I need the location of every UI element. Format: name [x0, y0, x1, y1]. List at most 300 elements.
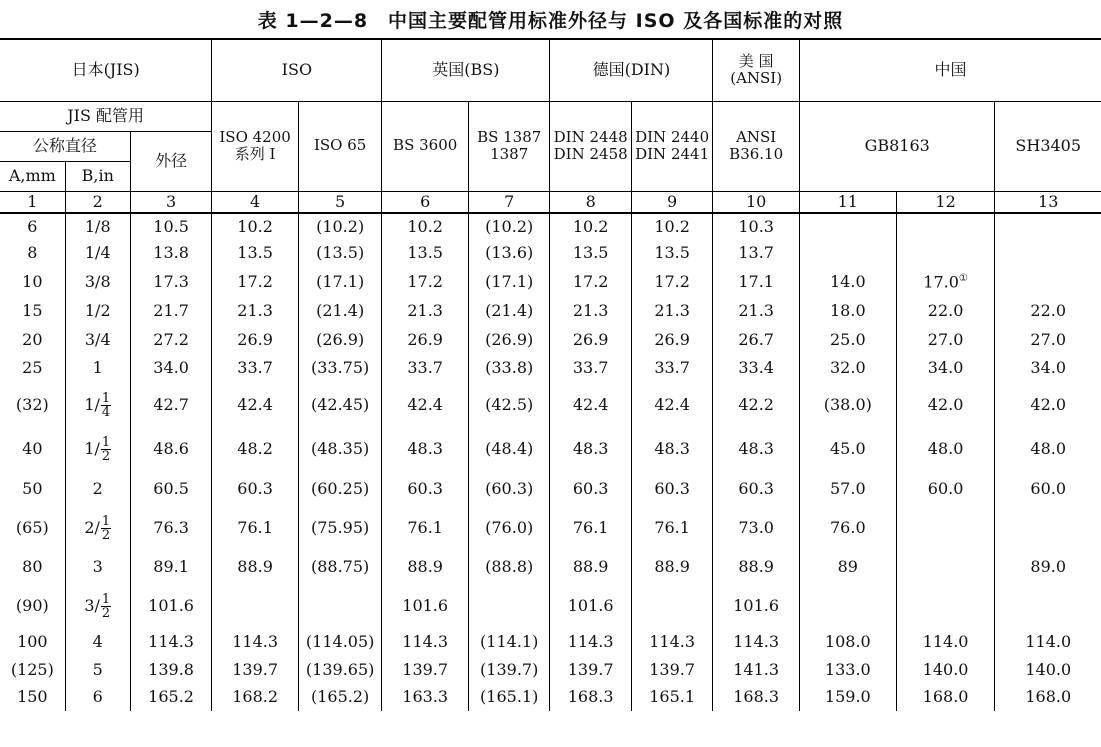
cell-value: (42.45): [310, 394, 370, 414]
cell-col-4: [212, 471, 299, 507]
cell-value: 60.5: [153, 478, 189, 498]
cell-col-7: [468, 471, 549, 507]
header-china: 中国: [799, 39, 1101, 101]
cell-col-4: [212, 267, 299, 297]
cell-value: 168.0: [1025, 687, 1072, 707]
cell-value: 76.0: [830, 517, 866, 537]
pipe-standard-table: [0, 38, 1101, 711]
cell-value: 114.0: [1025, 631, 1072, 651]
fraction-numerator: 1: [101, 390, 111, 406]
cell-value: 140.0: [922, 660, 969, 680]
cell-value: 8: [27, 243, 38, 263]
cell-col-1: [0, 585, 65, 627]
cell-col-3: [130, 297, 211, 326]
cell-col-8: [550, 354, 631, 382]
cell-value: 80: [22, 556, 43, 576]
cell-col-7: [468, 627, 549, 657]
cell-col-1: [0, 507, 65, 549]
cell-col-5: [298, 354, 382, 382]
header-iso65: ISO 65: [298, 101, 382, 191]
cell-col-1: [0, 354, 65, 382]
cell-value: 6: [92, 687, 103, 707]
header-bs: 英国(BS): [382, 39, 550, 101]
cell-value: (60.25): [310, 478, 370, 498]
cell-value: 3/8: [84, 271, 111, 291]
cell-col-9: [631, 471, 712, 507]
cell-value: 60.0: [1030, 478, 1067, 498]
cell-value: 27.0: [927, 329, 964, 349]
table-row: [0, 240, 1101, 267]
cell-value: 140.0: [1025, 660, 1072, 680]
cell-value: 48.3: [654, 439, 690, 459]
cell-col-2: [65, 428, 130, 471]
cell-value: 18.0: [830, 301, 866, 321]
cell-value: 13.5: [654, 243, 690, 263]
table-row: [0, 684, 1101, 711]
cell-col-6: [382, 240, 469, 267]
cell-value: 76.1: [572, 517, 609, 537]
cell-col-6: [382, 354, 469, 382]
cell-col-6: [382, 585, 469, 627]
cell-col-13: [995, 326, 1101, 354]
cell-col-11: [799, 507, 896, 549]
cell-col-11: [799, 213, 896, 240]
cell-col-10: [713, 627, 800, 657]
col-number: 9: [631, 191, 712, 213]
cell-value: 101.6: [148, 595, 194, 615]
table-row: [0, 585, 1101, 627]
cell-col-2: [65, 684, 130, 711]
cell-col-12: [896, 684, 995, 711]
cell-col-6: [382, 549, 469, 585]
cell-col-12: [896, 428, 995, 471]
cell-value: 4: [92, 631, 103, 651]
cell-col-9: [631, 297, 712, 326]
cell-col-2: [65, 213, 130, 240]
cell-value: 50: [22, 478, 43, 498]
cell-col-4: [212, 382, 299, 428]
cell-col-2: [65, 297, 130, 326]
col-number: 12: [896, 191, 995, 213]
table-row: [0, 471, 1101, 507]
cell-col-1: [0, 267, 65, 297]
cell-col-3: [130, 549, 211, 585]
fraction-numerator: 1: [101, 591, 111, 607]
cell-value: 26.9: [407, 329, 443, 349]
header-bs1387: BS 1387 1387: [468, 101, 549, 191]
cell-value: 13.5: [407, 243, 443, 263]
cell-col-11: [799, 471, 896, 507]
cell-value: (10.2): [485, 216, 534, 236]
cell-col-13: [995, 240, 1101, 267]
cell-value: (26.9): [485, 329, 534, 349]
table-row: [0, 428, 1101, 471]
col-number: 5: [298, 191, 382, 213]
cell-value: 76.1: [407, 517, 443, 537]
cell-col-8: [550, 471, 631, 507]
cell-value: 88.9: [654, 556, 690, 576]
cell-col-11: [799, 297, 896, 326]
cell-col-1: [0, 382, 65, 428]
cell-value: (139.7): [480, 660, 539, 680]
cell-value: 139.7: [402, 660, 449, 680]
cell-value: 27.0: [1030, 329, 1067, 349]
fraction-denominator: 4: [101, 404, 111, 420]
cell-col-5: [298, 240, 382, 267]
cell-value: 133.0: [824, 660, 871, 680]
cell-value: 21.3: [407, 301, 443, 321]
cell-value: 6: [27, 216, 38, 236]
cell-value: 1: [92, 357, 103, 377]
cell-col-8: [550, 627, 631, 657]
cell-col-5: [298, 684, 382, 711]
cell-col-5: [298, 657, 382, 684]
cell-col-10: [713, 684, 800, 711]
cell-value: 168.3: [733, 687, 780, 707]
cell-col-3: [130, 267, 211, 297]
cell-value: (88.75): [310, 556, 370, 576]
cell-col-7: [468, 382, 549, 428]
cell-value: 139.7: [232, 660, 279, 680]
fraction-denominator: 2: [101, 527, 111, 543]
cell-col-6: [382, 428, 469, 471]
cell-col-8: [550, 240, 631, 267]
cell-col-9: [631, 507, 712, 549]
cell-value: 10.2: [237, 216, 273, 236]
cell-value: 48.3: [572, 439, 609, 459]
cell-col-1: [0, 297, 65, 326]
col-number: 11: [799, 191, 896, 213]
cell-value: 48.2: [237, 439, 273, 459]
cell-col-9: [631, 382, 712, 428]
cell-value: 100: [17, 631, 48, 651]
cell-col-12: [896, 267, 995, 297]
cell-col-10: [713, 471, 800, 507]
fraction-denominator: 2: [101, 449, 111, 464]
header-jis: 日本(JIS): [0, 39, 212, 101]
cell-col-4: [212, 549, 299, 585]
cell-value: 3/4: [84, 329, 111, 349]
cell-value: (114.1): [480, 631, 539, 651]
cell-col-8: [550, 297, 631, 326]
cell-value: (13.6): [485, 243, 534, 263]
cell-col-3: [130, 627, 211, 657]
cell-value: 17.1: [738, 271, 774, 291]
footnote-marker: ①: [958, 272, 968, 284]
cell-value: 42.7: [153, 394, 189, 414]
cell-col-8: [550, 213, 631, 240]
cell-col-11: [799, 428, 896, 471]
cell-col-5: [298, 267, 382, 297]
cell-value: (21.4): [316, 301, 365, 321]
cell-value: 89.1: [153, 556, 189, 576]
cell-col-7: [468, 297, 549, 326]
cell-col-6: [382, 326, 469, 354]
fraction: [101, 436, 111, 463]
cell-value: 114.0: [922, 631, 969, 651]
cell-value: 42.4: [654, 394, 690, 414]
cell-value: 60.0: [927, 478, 964, 498]
cell-value: 13.7: [738, 243, 774, 263]
cell-col-7: [468, 240, 549, 267]
cell-value: 22.0: [927, 301, 964, 321]
cell-value: 60.3: [572, 478, 609, 498]
cell-col-3: [130, 326, 211, 354]
cell-value: 114.3: [649, 631, 696, 651]
cell-col-11: [799, 354, 896, 382]
cell-value: (165.2): [310, 687, 370, 707]
cell-col-1: [0, 627, 65, 657]
col-number: 8: [550, 191, 631, 213]
cell-col-3: [130, 507, 211, 549]
header-gb8163: GB8163: [799, 101, 995, 191]
cell-col-8: [550, 549, 631, 585]
header-din2448: DIN 2448 DIN 2458: [550, 101, 631, 191]
cell-value: (10.2): [316, 216, 365, 236]
table-row: [0, 657, 1101, 684]
cell-value: 13.5: [237, 243, 273, 263]
cell-col-5: [298, 507, 382, 549]
table-row: [0, 297, 1101, 326]
cell-col-7: [468, 657, 549, 684]
cell-value: 25: [22, 357, 43, 377]
table-row: [0, 267, 1101, 297]
cell-value: 101.6: [567, 595, 614, 615]
cell-value: 33.7: [654, 357, 690, 377]
table-row: [0, 213, 1101, 240]
header-nominal: 公称直径: [0, 131, 130, 161]
cell-value: (65): [15, 517, 49, 537]
cell-col-10: [713, 428, 800, 471]
cell-value: (21.4): [485, 301, 534, 321]
cell-col-2: [65, 354, 130, 382]
cell-col-12: [896, 354, 995, 382]
cell-col-7: [468, 549, 549, 585]
cell-col-8: [550, 585, 631, 627]
cell-col-9: [631, 326, 712, 354]
cell-value: 163.3: [402, 687, 449, 707]
cell-value: 42.2: [738, 394, 774, 414]
cell-col-12: [896, 549, 995, 585]
cell-value: 114.3: [232, 631, 279, 651]
cell-value: (48.35): [310, 439, 370, 459]
col-number: 6: [382, 191, 469, 213]
cell-value: 168.0: [922, 687, 969, 707]
cell-col-1: [0, 657, 65, 684]
cell-col-12: [896, 657, 995, 684]
cell-col-9: [631, 585, 712, 627]
cell-col-1: [0, 213, 65, 240]
cell-col-4: [212, 213, 299, 240]
cell-value: 114.3: [402, 631, 449, 651]
cell-col-6: [382, 471, 469, 507]
cell-value: 17.2: [654, 271, 690, 291]
cell-col-5: [298, 627, 382, 657]
header-b-in: B,in: [65, 161, 130, 191]
cell-col-4: [212, 627, 299, 657]
table-title: 表 1—2—8 中国主要配管用标准外径与 ISO 及各国标准的对照: [257, 10, 844, 32]
cell-col-1: [0, 326, 65, 354]
cell-value: (38.0): [823, 394, 872, 414]
col-number: 3: [130, 191, 211, 213]
cell-col-9: [631, 240, 712, 267]
cell-col-2: [65, 471, 130, 507]
cell-col-6: [382, 684, 469, 711]
cell-value: 2: [92, 478, 103, 498]
cell-col-13: [995, 297, 1101, 326]
cell-value: 89.0: [1030, 556, 1067, 576]
cell-value: 34.0: [1030, 357, 1067, 377]
cell-value: 17.2: [237, 271, 273, 291]
cell-value: 10.2: [654, 216, 690, 236]
cell-value: 10.5: [153, 216, 189, 236]
cell-col-12: [896, 585, 995, 627]
table-row: [0, 507, 1101, 549]
cell-col-13: [995, 471, 1101, 507]
cell-col-12: [896, 471, 995, 507]
col-number: 7: [468, 191, 549, 213]
cell-value: 101.6: [402, 595, 449, 615]
cell-value: 76.1: [654, 517, 690, 537]
cell-value: 27.2: [153, 329, 189, 349]
cell-value: 5: [92, 660, 103, 680]
cell-value: 60.3: [654, 478, 690, 498]
cell-value: 10: [22, 271, 43, 291]
cell-value: 114.3: [733, 631, 780, 651]
cell-col-10: [713, 507, 800, 549]
cell-col-6: [382, 657, 469, 684]
cell-value: (139.65): [305, 660, 375, 680]
cell-col-9: [631, 549, 712, 585]
cell-value: (33.75): [310, 357, 370, 377]
cell-value: 33.4: [738, 357, 774, 377]
cell-col-2: [65, 657, 130, 684]
cell-value: 165.2: [148, 687, 194, 707]
fraction-whole: 1/: [84, 439, 100, 458]
cell-value: 20: [22, 329, 43, 349]
cell-col-4: [212, 240, 299, 267]
cell-col-10: [713, 382, 800, 428]
cell-col-13: [995, 684, 1101, 711]
cell-value: 88.9: [407, 556, 443, 576]
cell-col-6: [382, 627, 469, 657]
cell-value: 1/8: [84, 216, 111, 236]
cell-value: 17.2: [572, 271, 609, 291]
table-row: [0, 382, 1101, 428]
cell-col-13: [995, 267, 1101, 297]
cell-col-7: [468, 507, 549, 549]
cell-value: 60.3: [237, 478, 273, 498]
cell-value: 48.0: [927, 439, 964, 459]
cell-value: 17.2: [407, 271, 443, 291]
cell-col-6: [382, 382, 469, 428]
cell-col-13: [995, 657, 1101, 684]
cell-col-10: [713, 354, 800, 382]
cell-col-7: [468, 326, 549, 354]
cell-value: 15: [22, 301, 43, 321]
cell-col-13: [995, 585, 1101, 627]
cell-value: 42.4: [572, 394, 609, 414]
cell-value: 26.7: [738, 329, 774, 349]
cell-value: 150: [17, 687, 48, 707]
cell-col-13: [995, 428, 1101, 471]
col-number: 1: [0, 191, 65, 213]
cell-value: 42.0: [927, 394, 964, 414]
cell-col-9: [631, 267, 712, 297]
cell-value: 13.8: [153, 243, 189, 263]
cell-col-5: [298, 549, 382, 585]
cell-col-5: [298, 326, 382, 354]
cell-col-1: [0, 471, 65, 507]
cell-col-5: [298, 428, 382, 471]
header-outer-diameter: 外径: [130, 131, 211, 191]
cell-value: 76.3: [153, 517, 189, 537]
cell-value: (76.0): [485, 517, 534, 537]
cell-value: 48.3: [407, 439, 443, 459]
column-number-row: [0, 191, 1101, 213]
cell-col-4: [212, 657, 299, 684]
fraction: [101, 515, 111, 542]
cell-value: 168.2: [232, 687, 279, 707]
cell-col-11: [799, 549, 896, 585]
cell-col-2: [65, 326, 130, 354]
header-a-mm: A,mm: [0, 161, 65, 191]
header-ansi-b3610: ANSI B36.10: [713, 101, 800, 191]
header-din2440: DIN 2440 DIN 2441: [631, 101, 712, 191]
cell-col-11: [799, 684, 896, 711]
cell-col-5: [298, 471, 382, 507]
cell-col-10: [713, 213, 800, 240]
cell-col-8: [550, 684, 631, 711]
cell-value: 21.7: [153, 301, 189, 321]
cell-col-10: [713, 585, 800, 627]
cell-value: 17.0: [923, 271, 959, 291]
cell-value: 34.0: [153, 357, 189, 377]
fraction: [101, 593, 111, 620]
cell-value: (114.05): [305, 631, 375, 651]
cell-col-9: [631, 428, 712, 471]
cell-value: 13.5: [572, 243, 609, 263]
cell-value: 48.3: [738, 439, 774, 459]
cell-value: 42.4: [237, 394, 273, 414]
cell-value: 48.6: [153, 439, 189, 459]
cell-col-12: [896, 382, 995, 428]
cell-col-8: [550, 267, 631, 297]
cell-col-6: [382, 297, 469, 326]
cell-col-12: [896, 240, 995, 267]
fraction-numerator: 1: [101, 513, 111, 529]
cell-value: 10.2: [407, 216, 443, 236]
header-ansi: 美 国 (ANSI): [713, 39, 800, 101]
cell-col-1: [0, 549, 65, 585]
cell-value: (26.9): [316, 329, 365, 349]
cell-col-3: [130, 585, 211, 627]
cell-value: 89: [837, 556, 858, 576]
cell-value: 33.7: [237, 357, 273, 377]
fraction: [101, 392, 111, 419]
cell-value: 159.0: [824, 687, 871, 707]
cell-col-6: [382, 267, 469, 297]
cell-value: 114.3: [148, 631, 194, 651]
cell-col-9: [631, 657, 712, 684]
cell-col-3: [130, 213, 211, 240]
cell-value: 139.8: [148, 660, 194, 680]
cell-value: 168.3: [567, 687, 614, 707]
cell-value: 21.3: [738, 301, 774, 321]
cell-col-2: [65, 507, 130, 549]
fraction-whole: 1/: [84, 394, 100, 414]
cell-col-4: [212, 297, 299, 326]
